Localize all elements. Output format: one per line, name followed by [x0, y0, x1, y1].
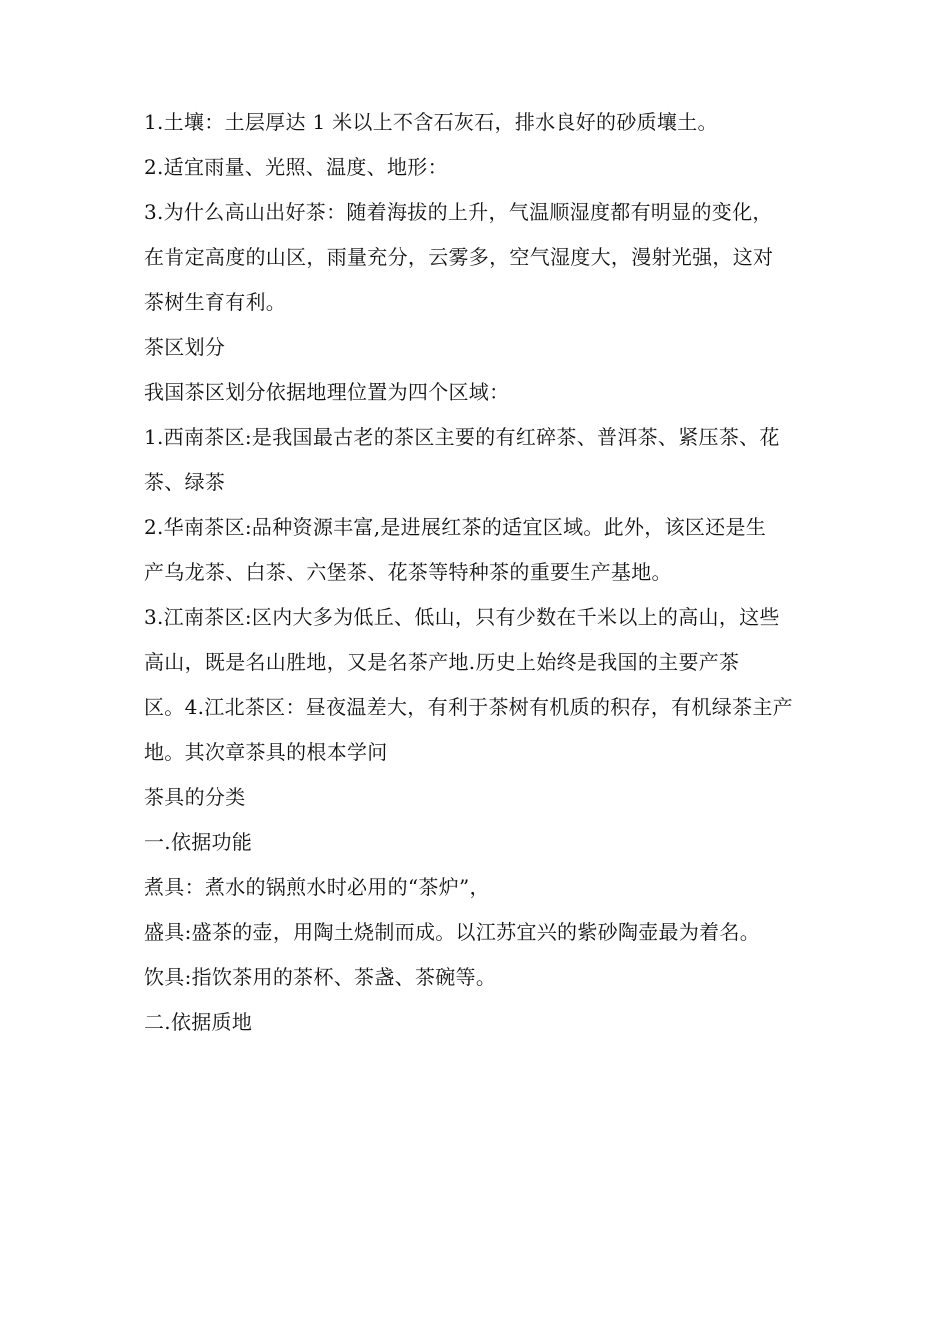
text-line-jiangnan-2: 高山，既是名山胜地，又是名茶产地.历史上始终是我国的主要产茶 [144, 650, 740, 674]
text-line-boiling-ware: 煮具：煮水的锅煎水时必用的“茶炉”， [144, 875, 490, 899]
text-line-southwest-1: 1.西南茶区:是我国最古老的茶区主要的有红碎茶、普洱茶、紧压茶、花 [144, 425, 780, 449]
text-line-jiangbei-1: 区。4.江北茶区：昼夜温差大，有利于茶树有机质的积存，有机绿茶主产 [144, 695, 793, 719]
text-line-highland-2: 在肯定高度的山区，雨量充分，云雾多，空气湿度大，漫射光强，这对 [144, 245, 774, 269]
text-line-highland-3: 茶树生育有利。 [144, 290, 287, 314]
subheading-by-function: 一.依据功能 [144, 830, 253, 854]
text-line-holding-ware: 盛具:盛茶的壶，用陶土烧制而成。以江苏宜兴的紫砂陶壶最为着名。 [144, 920, 761, 944]
text-line-jiangnan-1: 3.江南茶区:区内大多为低丘、低山，只有少数在千米以上的高山，这些 [144, 605, 780, 629]
text-line-southwest-2: 茶、绿茶 [144, 470, 226, 494]
text-line-regions-intro: 我国茶区划分依据地理位置为四个区域： [144, 380, 510, 404]
text-line-climate: 2.适宜雨量、光照、温度、地形： [144, 155, 448, 179]
text-line-soil: 1.土壤：土层厚达 1 米以上不含石灰石，排水良好的砂质壤土。 [144, 110, 718, 134]
section-heading-tea-regions: 茶区划分 [144, 335, 226, 359]
text-line-highland-1: 3.为什么高山出好茶：随着海拔的上升，气温顺湿度都有明显的变化， [144, 200, 773, 224]
section-heading-teaware-types: 茶具的分类 [144, 785, 246, 809]
text-line-south-china-2: 产乌龙茶、白茶、六堡茶、花茶等特种茶的重要生产基地。 [144, 560, 672, 584]
text-line-south-china-1: 2.华南茶区:品种资源丰富,是进展红茶的适宜区域。此外，该区还是生 [144, 515, 767, 539]
subheading-by-material: 二.依据质地 [144, 1010, 253, 1034]
text-line-jiangbei-2: 地。其次章茶具的根本学问 [144, 740, 388, 764]
text-line-drinking-ware: 饮具:指饮茶用的茶杯、茶盏、茶碗等。 [144, 965, 497, 989]
document-body [144, 100, 824, 1045]
